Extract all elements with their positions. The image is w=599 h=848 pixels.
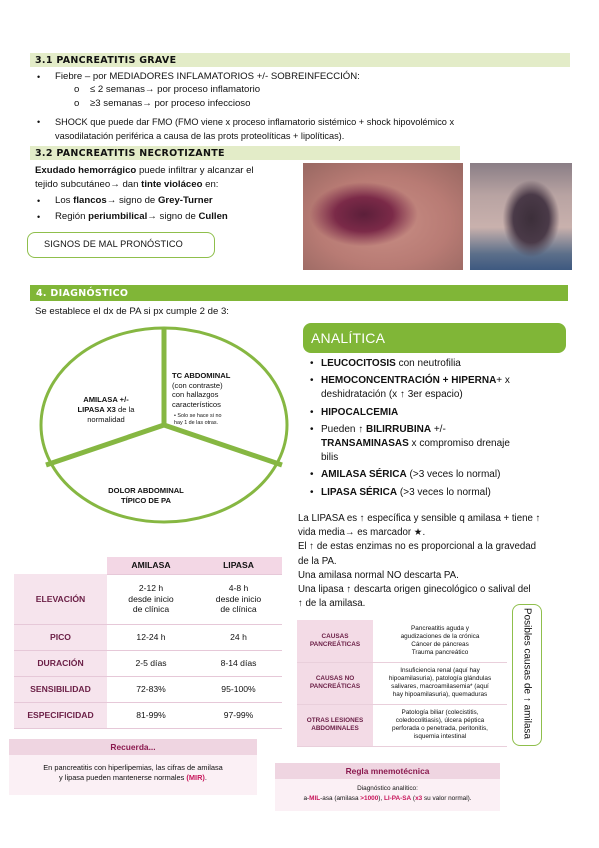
- table-row: [297, 662, 507, 704]
- pie-tc-note-1: • Solo se hace si no: [174, 413, 222, 420]
- lipasa-p1: La LIPASA es ↑ específica y sensible q amilasa + tiene ↑: [298, 513, 541, 524]
- fiebre-sub-2: ≥3 semanas→ por proceso infeccioso: [90, 98, 251, 109]
- regla-title: Regla mnemotécnica: [345, 766, 430, 776]
- lipasa-paragraph: [298, 512, 570, 611]
- c2-l2: PANCREÁTICAS: [309, 683, 361, 690]
- analitica-item-2: [310, 374, 570, 402]
- especificidad-lipasa: 97-99%: [195, 702, 282, 728]
- lipasa-p6: Una lipasa ↑ descarta origen ginecológico o salival del: [298, 584, 531, 596]
- periumbilical-bold: periumbilical: [88, 211, 148, 222]
- c3-t2: coledocolitiasis), úlcera péptica: [395, 717, 485, 724]
- exudado-en: en:: [202, 179, 219, 190]
- elev-a2: desde inicio: [128, 593, 174, 604]
- leucocitosis: LEUCOCITOSIS: [321, 358, 396, 369]
- elev-a1: 2-12 h: [138, 583, 164, 594]
- elevacion-amilasa: [107, 574, 195, 624]
- c1-t4: Trauma pancreático: [411, 648, 469, 656]
- pie-tc-4: característicos: [172, 399, 221, 409]
- pie-amilasa-1: AMILASA +/-: [83, 395, 129, 404]
- table-row: [14, 574, 282, 624]
- duracion-amilasa: 2-5 días: [107, 650, 195, 676]
- exudado-tejido: tejido subcutáneo→ dan: [35, 179, 142, 190]
- causes-no-pancreaticas-text: [373, 662, 507, 704]
- bilis: bilis: [321, 452, 339, 464]
- section-4-title: 4. DIAGNÓSTICO: [36, 288, 129, 299]
- flancos-item: [55, 195, 213, 208]
- bullet-icon: •: [310, 486, 314, 498]
- causes-label-no-pancreaticas: [297, 662, 373, 704]
- table-row: [14, 676, 282, 702]
- regla-p9: su valor normal).: [422, 795, 472, 802]
- bullet-icon: •: [310, 375, 314, 387]
- hemoconcentracion: HEMOCONCENTRACIÓN + HIPERNA: [321, 375, 497, 387]
- pie-tc-3: con hallazgos: [172, 390, 219, 400]
- bullet-icon: •: [310, 406, 314, 418]
- causes-otras-text: [373, 704, 507, 746]
- elev-a3: de clínica: [132, 604, 170, 615]
- amilasa-x3: (>3 veces lo normal): [406, 469, 501, 481]
- regla-l1: Diagnóstico analítico:: [357, 785, 418, 792]
- c3-l2: ABDOMINALES: [311, 725, 359, 732]
- deshidratacion: deshidratación (x ↑ 3er espacio): [321, 389, 463, 401]
- analitica-title: ANALÍTICA: [311, 330, 386, 346]
- pie-lipasa-x3: LIPASA X3: [77, 405, 116, 414]
- table-row: [297, 704, 507, 746]
- bullet-icon: •: [37, 117, 41, 127]
- posibles-causas-label: Posibles causas de ↑ amilasa: [521, 607, 533, 740]
- section-3-2-title: 3.2 PANCREATITIS NECROTIZANTE: [35, 148, 225, 159]
- hipocalcemia: HIPOCALCEMIA: [321, 406, 399, 418]
- especificidad-amilasa: 81-99%: [107, 702, 195, 728]
- flancos-bold: flancos: [73, 195, 107, 206]
- elev-l2: desde inicio: [215, 593, 262, 604]
- table-row: [14, 624, 282, 650]
- shock-text-2: vasodilatación periférica a causa de las prots proteolíticas + lipolíticas).: [55, 131, 345, 141]
- recuerda-l1: En pancreatitis con hiperlipemias, las cifras de amilasa: [43, 763, 223, 772]
- diagnostico-intro: Se establece el dx de PA si px cumple 2 de 3:: [35, 306, 229, 317]
- lipasa-x3: (>3 veces lo normal): [397, 486, 491, 498]
- c3-l1: OTRAS LESIONES: [306, 717, 364, 724]
- recuerda-title: Recuerda...: [110, 742, 156, 752]
- header-lipasa: LIPASA: [195, 557, 282, 574]
- regla-text: [275, 784, 500, 804]
- compromiso: x compromiso drenaje: [408, 438, 510, 450]
- exudado-rest: puede infiltrar y alcanzar el: [136, 165, 254, 176]
- recuerda-mir: (MIR): [186, 773, 205, 782]
- c1-t1: Pancreatitis aguda y: [411, 624, 469, 632]
- signos-mal-pronostico-label: SIGNOS DE MAL PRONÓSTICO: [44, 239, 183, 249]
- header-amilasa: AMILASA: [107, 557, 195, 574]
- table-row: [297, 620, 507, 662]
- fiebre-text: Fiebre – por MEDIADORES INFLAMATORIOS +/- SOBREINFECCIÓN:: [55, 71, 360, 82]
- enzyme-table: [14, 557, 282, 729]
- grey-turner-sign-photo: [470, 163, 572, 270]
- analitica-item-6: [310, 486, 570, 500]
- regla-p5: ),: [378, 795, 384, 802]
- pie-tc-label: [172, 371, 272, 427]
- c3-t1: Patología biliar (colecistitis,: [401, 709, 479, 716]
- regla-lipasa: LI-PA-SA: [383, 795, 412, 802]
- region: Región: [55, 211, 89, 222]
- grey-turner: Grey-Turner: [157, 195, 213, 206]
- causes-pancreaticas-text: [373, 620, 507, 662]
- elev-l3: de clínica: [220, 604, 257, 615]
- exudado-line-2: [35, 179, 218, 192]
- lipasa-p5: Una amilasa normal NO descarta PA.: [298, 569, 459, 581]
- sub-bullet-icon: o: [74, 84, 80, 95]
- amilasa-serica: AMILASA SÉRICA: [321, 469, 407, 481]
- sensibilidad-amilasa: 72-83%: [107, 676, 195, 702]
- pueden: Pueden ↑: [321, 423, 367, 435]
- pie-tc-2: (con contraste): [172, 380, 223, 390]
- bullet-icon: •: [310, 423, 314, 435]
- lipasa-serica: LIPASA SÉRICA: [321, 486, 398, 498]
- flancos-signo: → signo de: [106, 195, 158, 206]
- enzyme-table-header: [14, 557, 282, 574]
- analitica-item-5: [310, 468, 570, 482]
- lipasa-p7: ↑ de la amilasa.: [298, 598, 366, 610]
- regla-p7: (: [411, 795, 416, 802]
- elev-l1: 4-8 h: [228, 583, 249, 594]
- pie-dolor-label: [98, 486, 194, 506]
- causes-label-pancreaticas: [297, 620, 373, 662]
- analitica-item-1: [310, 357, 570, 371]
- c1-t2: agudizaciones de la crónica: [400, 632, 480, 640]
- pie-de-la: de la: [115, 405, 135, 414]
- periumbilical-item: [55, 211, 228, 224]
- recuerda-text: [9, 763, 257, 783]
- exudado-bold: Exudado hemorrágico: [35, 165, 137, 176]
- c2-t1: Insuficiencia renal (aquí hay: [400, 667, 480, 674]
- row-label-duracion: DURACIÓN: [14, 650, 107, 676]
- row-label-sensibilidad: SENSIBILIDAD: [14, 676, 107, 702]
- cullen-sign-photo: [303, 163, 463, 270]
- pie-amilasa-label: [58, 395, 154, 425]
- elevacion-lipasa: [195, 574, 282, 624]
- regla-mil: MIL: [309, 795, 321, 802]
- bullet-icon: •: [37, 72, 41, 82]
- causes-table: [297, 620, 507, 747]
- regla-1000: >1000: [360, 795, 379, 802]
- c1-l1: CAUSAS: [321, 632, 349, 640]
- c2-l1: CAUSAS NO: [315, 675, 355, 682]
- regla-p3: -asa (amilasa: [320, 795, 361, 802]
- shock-text-1: SHOCK que puede dar FMO (FMO viene x proceso inflamatorio sistémico + shock hipovolémico x: [55, 117, 455, 127]
- regla-x3: x3: [415, 795, 423, 802]
- c1-l2: PANCREÁTICAS: [309, 640, 361, 648]
- section-3-1-title: 3.1 PANCREATITIS GRAVE: [35, 55, 177, 66]
- exudado-line-1: [35, 165, 300, 178]
- transaminasas: TRANSAMINASAS: [321, 438, 409, 450]
- bullet-icon: •: [37, 212, 41, 222]
- sub-bullet-icon: o: [74, 98, 80, 109]
- c2-t2: hipoamilasuria), patología glándulas: [388, 675, 492, 682]
- c2-t4: hay hipoamilasuria), quemaduras: [392, 691, 488, 698]
- header-empty: [14, 557, 107, 574]
- pie-tc-note-2: hay 1 de las otras.: [174, 420, 219, 427]
- row-label-especificidad: ESPECIFICIDAD: [14, 702, 107, 728]
- c3-t4: isquemia intestinal: [413, 733, 467, 740]
- bilirrubina: BILIRRUBINA: [366, 423, 432, 435]
- c2-t3: salivares, macroamilasemia* (aquí: [391, 683, 489, 690]
- causes-label-otras: [297, 704, 373, 746]
- pico-amilasa: 12-24 h: [107, 624, 195, 650]
- tinte-violaceo: tinte violáceo: [141, 179, 203, 190]
- c3-t3: perforada o penetrada, peritonitis,: [392, 725, 488, 732]
- causes-table-wrap: [297, 620, 507, 747]
- duracion-lipasa: 8-14 días: [195, 650, 282, 676]
- row-label-pico: PICO: [14, 624, 107, 650]
- recuerda-l2a: y lipasa pueden mantenerse normales: [59, 773, 187, 782]
- bili-plus: +/-: [431, 423, 446, 435]
- bullet-icon: •: [37, 196, 41, 206]
- analitica-item-4: [310, 423, 570, 466]
- analitica-list: [310, 357, 570, 500]
- periumbilical-signo: → signo de: [147, 211, 199, 222]
- lipasa-p4: de la PA.: [298, 555, 337, 567]
- pico-lipasa: 24 h: [195, 624, 282, 650]
- neutrofilia: con neutrofilia: [395, 358, 461, 369]
- cullen: Cullen: [198, 211, 228, 222]
- regla-p1: a-: [303, 795, 310, 802]
- analitica-item-3: [310, 406, 570, 420]
- c1-t3: Cáncer de páncreas: [411, 640, 469, 648]
- row-label-elevacion: ELEVACIÓN: [14, 574, 107, 624]
- recuerda-l2c: .: [204, 773, 207, 782]
- table-row: [14, 702, 282, 728]
- sensibilidad-lipasa: 95-100%: [195, 676, 282, 702]
- hemo-plus: + x: [496, 375, 510, 387]
- pie-dolor-1: DOLOR ABDOMINAL: [108, 486, 184, 495]
- enzyme-table-wrap: [14, 557, 282, 729]
- flancos-los: Los: [55, 195, 74, 206]
- lipasa-p2: vida media→ es marcador ★.: [298, 527, 426, 539]
- pie-dolor-2: TÍPICO DE PA: [120, 496, 172, 505]
- fiebre-sub-1: ≤ 2 semanas→ por proceso inflamatorio: [90, 84, 261, 95]
- bullet-icon: •: [310, 358, 314, 369]
- bullet-icon: •: [310, 469, 314, 481]
- table-row: [14, 650, 282, 676]
- pie-tc-title: TC ABDOMINAL: [172, 371, 231, 380]
- pie-normalidad: normalidad: [87, 415, 125, 424]
- lipasa-p3: El ↑ de estas enzimas no es proporcional a la gravedad: [298, 541, 537, 553]
